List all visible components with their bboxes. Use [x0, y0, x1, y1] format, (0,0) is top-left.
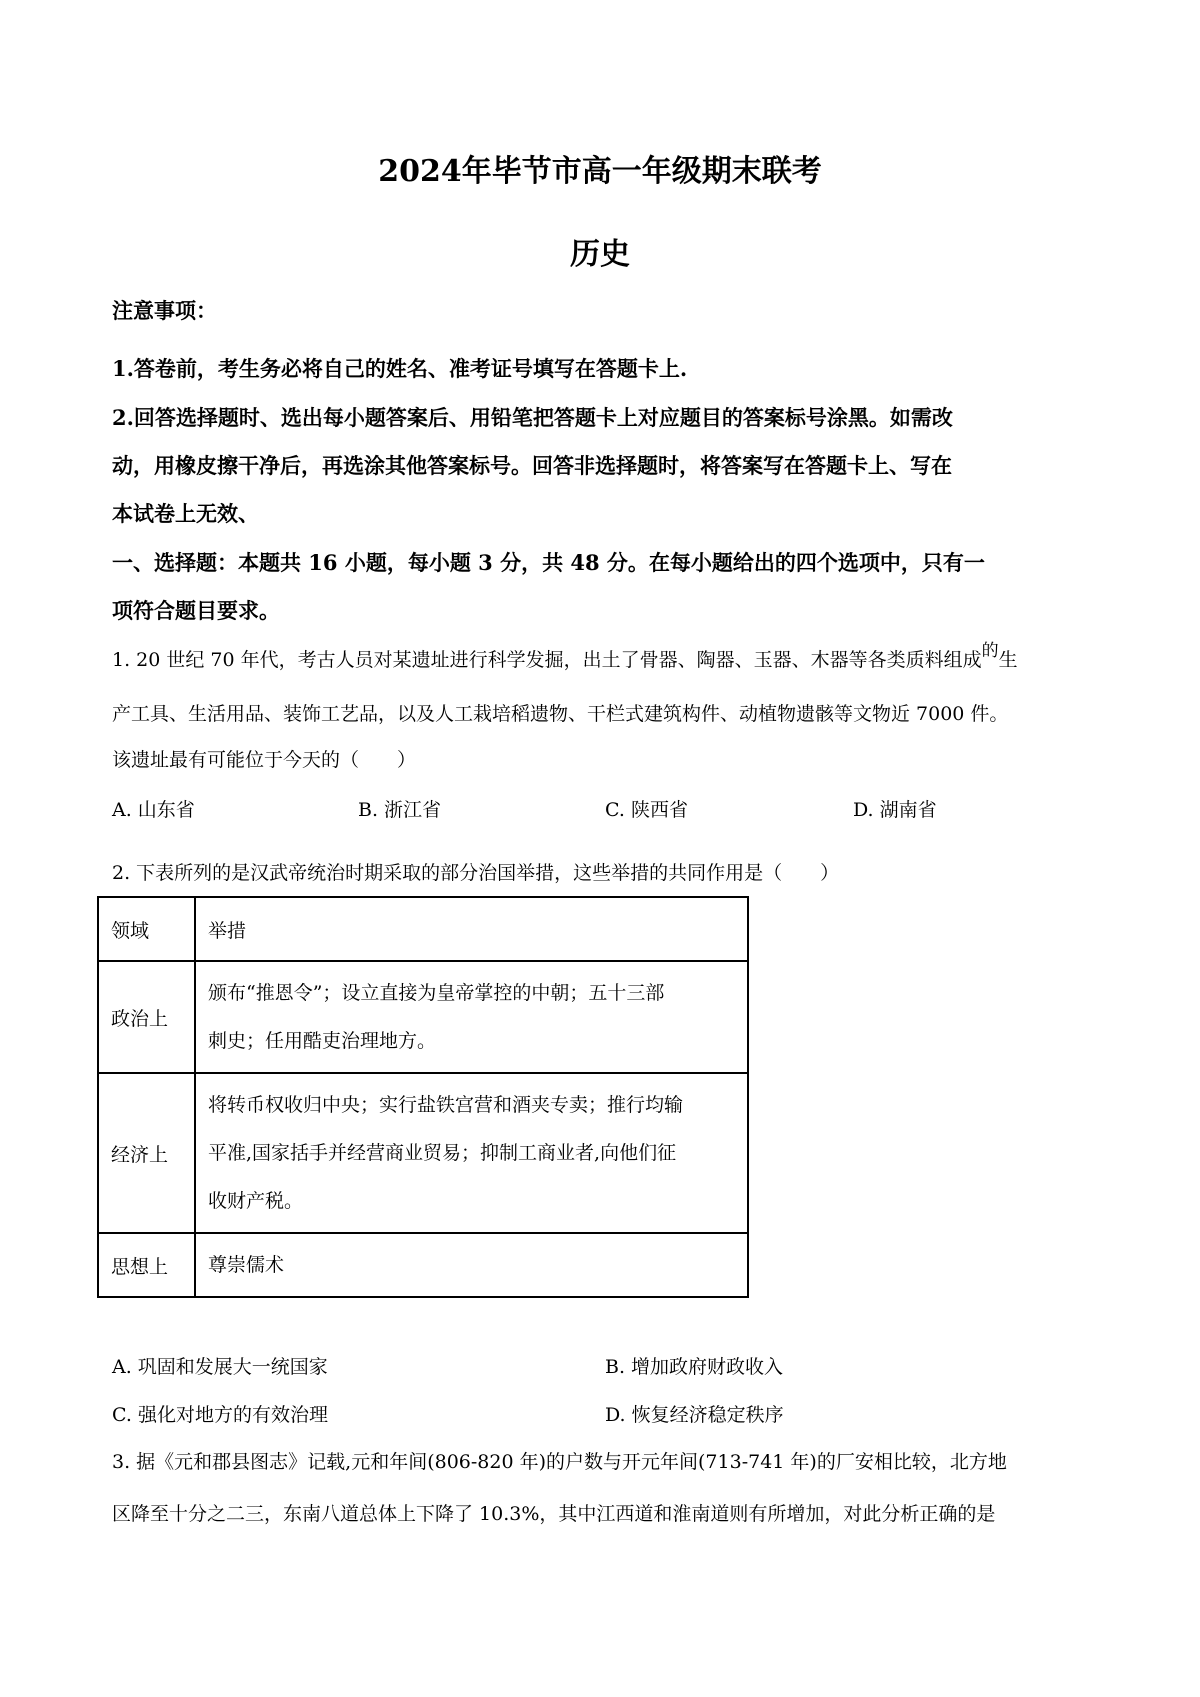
question-1-option-c: C. 陕西省 — [605, 799, 688, 821]
question-2-option-b: B. 增加政府财政收入 — [605, 1356, 784, 1378]
table-measure-economy — [195, 1073, 748, 1233]
notice-item-1: 1.答卷前，考生务必将自己的姓名、准考证号填写在答题卡上. — [112, 356, 688, 381]
table-header-row — [98, 897, 748, 961]
question-3-line-2: 区降至十分之二三，东南八道总体上下降了 10.3%，其中江西道和淮南道则有所增加，对此分析正确的是 — [112, 1503, 996, 1525]
question-2-stem: 2. 下表所列的是汉武帝统治时期采取的部分治国举措，这些举措的共同作用是（ ） — [112, 862, 840, 884]
question-1-option-a: A. 山东省 — [112, 799, 195, 821]
table-measure-politics-line-2: 刺史；任用酷吏治理地方。 — [208, 1030, 437, 1052]
notice-item-2-line-1: 2.回答选择题时、选出每小题答案后、用铅笔把答题卡上对应题目的答案标号涂黑。如需改 — [112, 405, 953, 430]
notice-item-2-line-3: 本试卷上无效、 — [112, 501, 259, 526]
question-1-line-2: 产工具、生活用品、装饰工艺品，以及人工栽培稻遗物、干栏式建筑构件、动植物遗骸等文物近 7000 件。 — [112, 703, 1009, 725]
subject-title: 历史 — [570, 237, 630, 272]
question-1-line-3: 该遗址最有可能位于今天的（ ） — [112, 749, 417, 771]
question-1-text-b: 生 — [998, 649, 1018, 671]
table-measure-thought-line-1: 尊崇儒术 — [208, 1254, 285, 1276]
question-3-line-1: 3. 据《元和郡县图志》记载,元和年间(806-820 年)的户数与开元年间(713-741 年)的厂安相比较，北方地 — [112, 1451, 1007, 1473]
table-measure-politics — [195, 961, 748, 1073]
question-1-option-b: B. 浙江省 — [358, 799, 442, 821]
table-measure-economy-line-1: 将转币权收归中央；实行盐铁宫营和酒夹专卖；推行均输 — [208, 1094, 684, 1116]
section-heading-line-1: 一、选择题：本题共 16 小题，每小题 3 分，共 48 分。在每小题给出的四个选项中，只有一 — [112, 550, 985, 575]
notice-heading: 注意事项： — [112, 298, 217, 323]
question-2-option-a: A. 巩固和发展大一统国家 — [112, 1356, 328, 1378]
table-header-field: 领域 — [98, 897, 195, 961]
question-1-superscript: 的 — [981, 641, 999, 661]
exam-title: 2024年毕节市高一年级期末联考 — [378, 154, 822, 189]
question-1-text-a: 1. 20 世纪 70 年代，考古人员对某遗址进行科学发掘，出土了骨器、陶器、玉器、木器等各类质料组成 — [112, 649, 982, 671]
notice-item-2-line-2: 动，用橡皮擦干净后，再选涂其他答案标号。回答非选择题时，将答案写在答题卡上、写在 — [112, 453, 952, 478]
question-1-line-1 — [112, 634, 1107, 687]
question-2-option-c: C. 强化对地方的有效治理 — [112, 1404, 328, 1426]
section-heading-line-2: 项符合题目要求。 — [112, 598, 280, 623]
table-measure-economy-line-3: 收财产税。 — [208, 1190, 304, 1212]
question-2-option-d: D. 恢复经济稳定秩序 — [605, 1404, 784, 1426]
table-field-politics: 政治上 — [98, 961, 195, 1073]
table-field-economy: 经济上 — [98, 1073, 195, 1233]
measures-table — [97, 896, 749, 1298]
table-row-thought — [98, 1233, 748, 1297]
table-measure-thought — [195, 1233, 748, 1297]
table-measure-economy-line-2: 平准,国家括手并经营商业贸易；抑制工商业者,向他们征 — [208, 1142, 677, 1164]
table-measure-politics-line-1: 颁布“推恩令”；设立直接为皇帝掌控的中朝；五十三部 — [208, 982, 665, 1004]
table-row-politics — [98, 961, 748, 1073]
table-header-measure: 举措 — [195, 897, 748, 961]
table-field-thought: 思想上 — [98, 1233, 195, 1297]
table-row-economy — [98, 1073, 748, 1233]
question-1-option-d: D. 湖南省 — [853, 799, 937, 821]
